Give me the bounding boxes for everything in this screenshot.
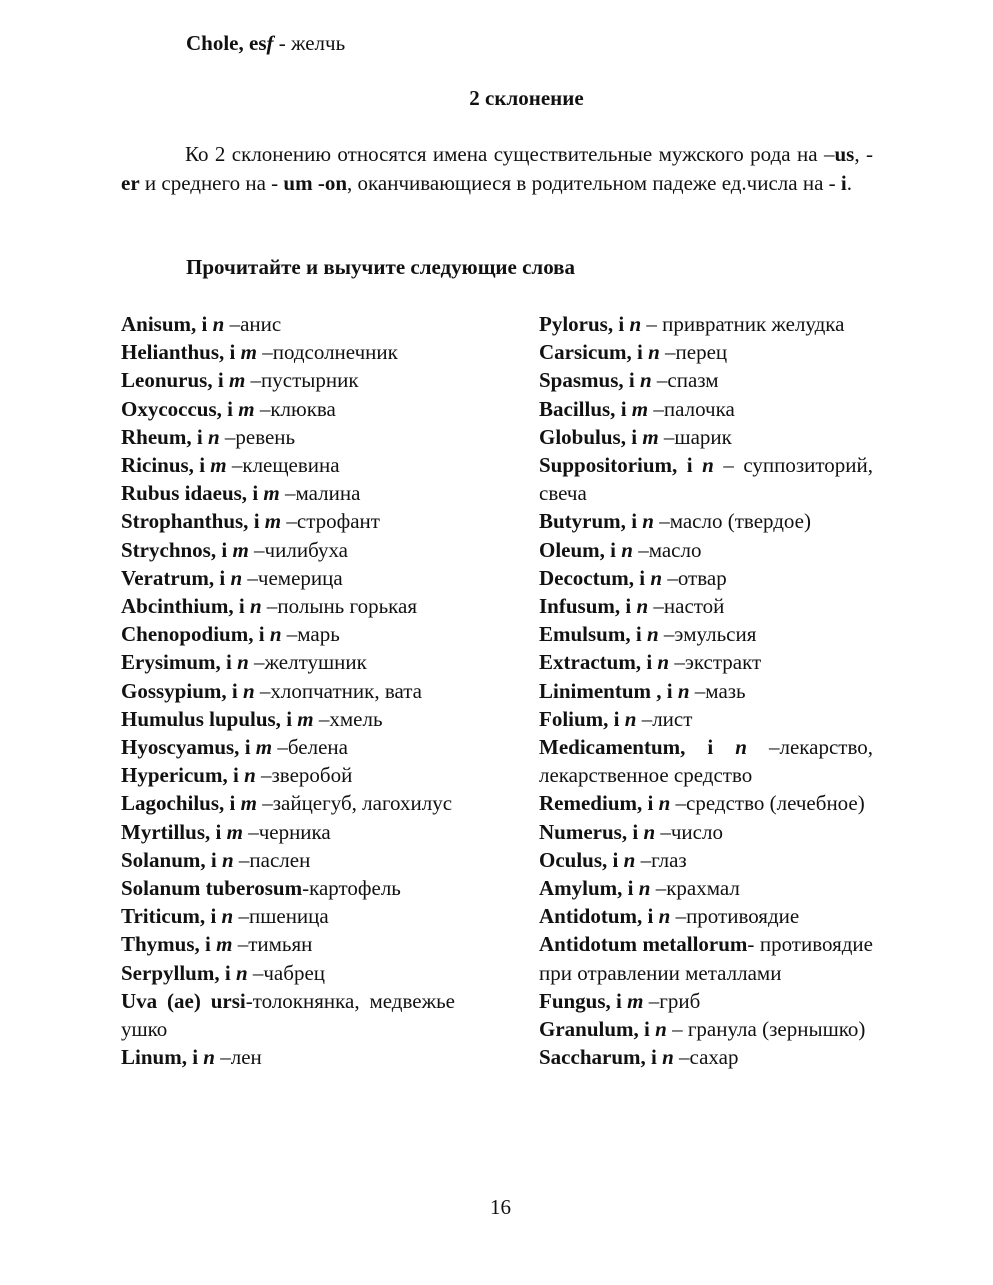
- vocab-entry: [539, 395, 873, 423]
- vocab-translation: –хмель: [318, 706, 383, 731]
- vocab-gender: n: [646, 622, 659, 647]
- vocab-term: Bacillus,: [539, 396, 616, 421]
- vocab-entry: [121, 366, 455, 394]
- vocab-term: Pylorus,: [539, 312, 614, 336]
- vocab-translation: –масло: [638, 537, 702, 562]
- vocab-genitive: i: [244, 735, 251, 760]
- vocab-genitive: i: [613, 706, 620, 731]
- vocab-term: Granulum,: [539, 1017, 639, 1042]
- intro-run: , -: [854, 142, 874, 166]
- vocab-genitive: i: [196, 424, 203, 449]
- vocab-entry: [121, 874, 455, 902]
- vocab-entry: [121, 620, 455, 648]
- vocab-translation: -картофель: [302, 876, 401, 901]
- vocab-term: Fungus,: [539, 988, 611, 1013]
- vocab-genitive: i: [231, 678, 238, 703]
- vocab-gender: m: [226, 819, 243, 844]
- vocab-gender: n: [244, 763, 256, 788]
- vocab-entry: [539, 677, 873, 705]
- vocab-term: Linum,: [121, 1045, 187, 1070]
- vocab-entry: [121, 423, 455, 451]
- vocab-entry: [539, 338, 873, 366]
- vocab-entry: [121, 648, 455, 676]
- vocab-gender: n: [269, 622, 282, 647]
- vocab-translation: -толокнянка, медвежье ушко: [121, 988, 455, 1042]
- vocab-entry: [121, 592, 455, 620]
- vocab-gender: n: [638, 876, 651, 901]
- vocab-genitive: i: [217, 368, 224, 393]
- vocab-genitive: i: [229, 340, 236, 365]
- vocab-entry: [539, 987, 873, 1015]
- top-entry: [186, 31, 345, 56]
- vocab-entry: [539, 789, 873, 817]
- vocab-genitive: i: [647, 904, 654, 929]
- vocab-gender: m: [240, 791, 257, 816]
- vocab-translation: –лекарство, лекарственное средство: [539, 735, 873, 788]
- vocab-gender: m: [297, 706, 314, 731]
- vocab-translation: –ревень: [224, 424, 296, 449]
- top-entry-gender: f: [266, 31, 274, 55]
- vocab-term: Veratrum,: [121, 565, 215, 590]
- vocab-entry: [121, 818, 455, 846]
- vocab-entry: [539, 423, 873, 451]
- vocab-entry: [539, 536, 873, 564]
- intro-paragraph: [121, 140, 873, 197]
- vocab-translation: –зайцегуб, лагохилус: [262, 791, 453, 816]
- instruction-heading: Прочитайте и выучите следующие слова: [186, 255, 576, 279]
- vocab-genitive: i: [616, 988, 622, 1013]
- vocab-translation: –чемерица: [247, 565, 343, 590]
- vocab-translation: –глаз: [640, 847, 687, 872]
- vocab-translation: –белена: [277, 735, 348, 760]
- vocab-translation: –полынь горькая: [266, 594, 418, 619]
- intro-run: er: [121, 170, 140, 195]
- vocab-term: Antidotum metallorum: [539, 932, 748, 957]
- vocab-genitive: i: [620, 396, 627, 421]
- vocab-entry: [539, 1043, 873, 1071]
- vocab-entry: [539, 874, 873, 902]
- vocab-genitive: i: [635, 622, 642, 647]
- vocab-translation: –отвар: [667, 565, 727, 590]
- vocab-term: Ricinus,: [121, 453, 194, 478]
- vocab-genitive: i: [627, 876, 634, 901]
- vocab-entry: [539, 902, 873, 930]
- vocab-term: Numerus,: [539, 819, 628, 844]
- vocab-genitive: i: [646, 650, 653, 675]
- vocab-term: Saccharum,: [539, 1045, 646, 1070]
- vocab-gender: n: [221, 847, 234, 872]
- vocab-genitive: i: [210, 847, 217, 872]
- vocab-entry: [539, 648, 873, 676]
- vocab-entry: [121, 930, 455, 958]
- intro-run: Ко 2 склонению относятся имена существительные мужского рода на –: [185, 142, 835, 166]
- vocab-translation: –чабрец: [252, 960, 326, 985]
- vocab-term: Infusum,: [539, 594, 621, 619]
- vocab-gender: m: [263, 481, 280, 506]
- vocab-term: Remedium,: [539, 791, 643, 816]
- vocab-entry: [121, 310, 455, 338]
- vocab-translation: - противоядие при отравлении металлами: [539, 932, 873, 985]
- vocab-term: Thymus,: [121, 932, 200, 957]
- vocab-gender: m: [264, 509, 282, 534]
- vocab-translation: –средство (лечебное): [675, 791, 865, 816]
- vocab-translation: –число: [660, 819, 723, 844]
- vocab-genitive: i: [215, 819, 222, 844]
- vocab-column-left: [121, 310, 455, 1071]
- vocab-term: Hypericum,: [121, 763, 228, 788]
- vocab-term: Spasmus,: [539, 368, 624, 393]
- vocab-term: Strophanthus,: [121, 509, 249, 534]
- vocab-translation: –мазь: [694, 678, 746, 703]
- vocab-term: Suppositorium,: [539, 453, 678, 478]
- vocab-translation: –марь: [286, 622, 340, 647]
- vocab-translation: –паслен: [238, 847, 311, 872]
- vocab-gender: m: [238, 396, 255, 421]
- vocab-entry: [121, 1043, 455, 1071]
- vocab-term: Globulus,: [539, 424, 626, 449]
- vocab-translation: –сахар: [679, 1045, 739, 1070]
- vocab-genitive: i: [628, 368, 635, 393]
- vocab-entry: [121, 987, 455, 1043]
- vocab-translation: –пустырник: [250, 368, 359, 393]
- vocab-translation: –масло (твердое): [659, 509, 811, 534]
- vocab-translation: –зверобой: [261, 763, 353, 788]
- vocab-gender: n: [657, 650, 670, 675]
- vocab-genitive: i: [253, 509, 260, 534]
- vocab-genitive: i: [631, 424, 638, 449]
- vocab-genitive: i: [205, 932, 211, 957]
- vocab-gender: n: [623, 847, 636, 872]
- vocab-translation: –малина: [285, 481, 361, 506]
- vocab-translation: –шарик: [663, 424, 732, 449]
- vocab-genitive: i: [229, 791, 236, 816]
- vocab-gender: n: [662, 1045, 674, 1070]
- vocab-gender: n: [658, 904, 671, 929]
- vocab-entry: [539, 451, 873, 507]
- vocab-translation: –спазм: [656, 368, 719, 393]
- vocab-term: Carsicum,: [539, 340, 632, 365]
- intro-run: .: [846, 170, 852, 195]
- vocab-translation: –клюква: [259, 396, 336, 421]
- vocab-translation: –экстракт: [674, 650, 762, 675]
- vocab-translation: – привратник желудка: [646, 312, 845, 336]
- vocab-genitive: i: [286, 706, 293, 731]
- vocab-genitive: i: [238, 594, 245, 619]
- vocab-gender: n: [677, 678, 690, 703]
- intro-run: -on: [317, 170, 348, 195]
- vocab-genitive: i: [219, 565, 226, 590]
- vocab-term: Emulsum,: [539, 622, 631, 647]
- vocab-term: Folium,: [539, 706, 609, 731]
- vocab-entry: [539, 564, 873, 592]
- vocab-term: Amylum,: [539, 876, 623, 901]
- vocab-entry: [121, 507, 455, 535]
- vocab-entry: [121, 677, 455, 705]
- vocab-gender: n: [621, 537, 633, 562]
- top-entry-term: Chole, es: [186, 31, 267, 55]
- vocab-translation: –настой: [653, 594, 725, 619]
- vocab-term: Decoctum,: [539, 565, 635, 590]
- vocab-term: Hyoscyamus,: [121, 735, 240, 760]
- vocab-term: Medicamentum,: [539, 735, 686, 760]
- vocab-translation: –анис: [229, 312, 282, 336]
- vocab-genitive: i: [610, 537, 617, 562]
- vocab-term: Leonurus,: [121, 368, 213, 393]
- vocab-genitive: i: [224, 960, 231, 985]
- vocab-term: Abcinthium,: [121, 594, 234, 619]
- vocab-gender: n: [624, 706, 637, 731]
- vocab-genitive: i: [644, 1017, 650, 1042]
- vocab-gender: n: [650, 565, 663, 590]
- vocab-genitive: i: [651, 1045, 657, 1070]
- vocab-genitive: i: [232, 763, 239, 788]
- vocab-gender: n: [237, 650, 249, 675]
- vocab-gender: n: [639, 368, 652, 393]
- vocab-gender: n: [249, 594, 262, 619]
- vocab-translation: –лист: [641, 706, 693, 731]
- vocab-entry: [539, 846, 873, 874]
- vocab-entry: [121, 761, 455, 789]
- vocab-gender: n: [221, 904, 234, 929]
- vocab-entry: [121, 846, 455, 874]
- vocab-genitive: i: [210, 904, 217, 929]
- vocab-entry: [539, 1015, 873, 1043]
- vocab-gender: n: [207, 424, 220, 449]
- vocab-gender: n: [203, 1045, 215, 1070]
- intro-run: и среднего на -: [139, 170, 284, 195]
- vocab-column-right: [539, 310, 873, 1071]
- intro-run: um: [283, 170, 313, 195]
- vocab-term: Oxycoccus,: [121, 396, 222, 421]
- vocab-gender: n: [735, 735, 747, 760]
- vocab-gender: n: [242, 678, 255, 703]
- vocab-translation: –чилибуха: [254, 537, 348, 562]
- vocab-gender: n: [648, 340, 660, 365]
- vocab-translation: –строфант: [286, 509, 380, 534]
- vocab-genitive: i: [707, 735, 714, 760]
- vocab-genitive: i: [632, 819, 639, 844]
- vocab-genitive: i: [226, 650, 232, 675]
- vocab-gender: n: [658, 791, 671, 816]
- vocab-gender: n: [702, 453, 714, 478]
- vocab-term: Uva (ae) ursi: [121, 988, 246, 1013]
- vocab-gender: n: [643, 819, 656, 844]
- vocab-gender: n: [235, 960, 248, 985]
- vocab-term: Strychnos,: [121, 537, 217, 562]
- intro-run: us: [834, 142, 855, 166]
- intro-run: i: [840, 170, 847, 195]
- vocab-translation: –крахмал: [655, 876, 740, 901]
- vocab-genitive: i: [612, 847, 619, 872]
- vocab-translation: –пшеница: [238, 904, 329, 929]
- vocab-term: Linimentum ,: [539, 678, 662, 703]
- vocab-genitive: i: [625, 594, 632, 619]
- vocab-entry: [121, 564, 455, 592]
- vocab-entry: [539, 592, 873, 620]
- vocab-term: Myrtillus,: [121, 819, 211, 844]
- vocab-genitive: i: [252, 481, 259, 506]
- vocab-entry: [539, 620, 873, 648]
- vocab-gender: m: [240, 340, 257, 365]
- vocab-gender: m: [232, 537, 249, 562]
- vocab-genitive: i: [192, 1045, 199, 1070]
- vocab-entry: [539, 705, 873, 733]
- vocab-entry: [121, 733, 455, 761]
- vocab-translation: – гранула (зернышко): [672, 1017, 866, 1042]
- vocab-translation: –эмульсия: [663, 622, 757, 647]
- vocab-term: Rubus idaeus,: [121, 481, 248, 506]
- vocab-translation: –желтушник: [254, 650, 367, 675]
- vocab-translation: – суппозиторий, свеча: [539, 453, 874, 506]
- intro-run: , оканчивающиеся в родительном падеже ед.числа на -: [347, 170, 841, 195]
- vocab-gender: m: [627, 988, 644, 1013]
- vocab-term: Lagochilus,: [121, 791, 225, 816]
- vocab-genitive: i: [221, 537, 228, 562]
- vocab-gender: n: [629, 312, 642, 336]
- vocab-term: Anisum,: [121, 312, 197, 336]
- vocab-entry: [539, 310, 873, 338]
- vocab-term: Erysimum,: [121, 650, 221, 675]
- vocab-translation: –противоядие: [675, 904, 800, 929]
- top-entry-translation: - желчь: [278, 31, 346, 55]
- vocab-gender: m: [210, 453, 227, 478]
- vocab-term: Solanum tuberosum: [121, 876, 303, 901]
- vocab-entry: [121, 338, 455, 366]
- vocab-genitive: i: [639, 565, 646, 590]
- vocab-term: Serpyllum,: [121, 960, 220, 985]
- vocab-entry: [121, 395, 455, 423]
- vocab-entry: [121, 902, 455, 930]
- vocab-term: Gossypium,: [121, 678, 227, 703]
- vocab-genitive: i: [647, 791, 654, 816]
- vocab-translation: –перец: [665, 340, 728, 365]
- vocab-entry: [539, 507, 873, 535]
- vocab-gender: m: [631, 396, 649, 421]
- vocab-entry: [121, 959, 455, 987]
- vocab-term: Rheum,: [121, 424, 192, 449]
- vocab-translation: –лен: [220, 1045, 262, 1070]
- vocab-translation: –черника: [248, 819, 331, 844]
- vocab-translation: –тимьян: [237, 932, 313, 957]
- vocab-genitive: i: [666, 678, 673, 703]
- vocab-gender: m: [228, 368, 246, 393]
- vocab-genitive: i: [201, 312, 208, 336]
- vocab-gender: n: [230, 565, 243, 590]
- vocab-entry: [539, 733, 873, 789]
- vocab-term: Oleum,: [539, 537, 605, 562]
- vocab-term: Helianthus,: [121, 340, 225, 365]
- vocab-gender: m: [255, 735, 273, 760]
- vocab-gender: m: [642, 424, 659, 449]
- vocab-genitive: i: [199, 453, 206, 478]
- page-number: 16: [490, 1195, 511, 1219]
- vocab-genitive: i: [618, 312, 625, 336]
- vocab-genitive: i: [227, 396, 233, 421]
- vocab-entry: [121, 479, 455, 507]
- vocab-term: Butyrum,: [539, 509, 626, 534]
- vocab-term: Antidotum,: [539, 904, 643, 929]
- vocab-entry: [121, 451, 455, 479]
- vocab-translation: –хлопчатник, вата: [259, 678, 422, 703]
- vocab-entry: [121, 789, 455, 817]
- vocab-genitive: i: [258, 622, 265, 647]
- vocab-entry: [121, 705, 455, 733]
- vocab-gender: m: [216, 932, 233, 957]
- vocab-genitive: i: [637, 340, 643, 365]
- vocab-gender: n: [655, 1017, 667, 1042]
- vocab-term: Chenopodium,: [121, 622, 254, 647]
- vocab-entry: [539, 818, 873, 846]
- vocab-term: Triticum,: [121, 904, 206, 929]
- vocab-term: Humulus lupulus,: [121, 706, 281, 731]
- vocab-genitive: i: [631, 509, 638, 534]
- vocab-translation: –гриб: [648, 988, 701, 1013]
- vocab-translation: –подсолнечник: [262, 340, 398, 365]
- vocab-gender: n: [636, 594, 649, 619]
- vocab-translation: –палочка: [653, 396, 735, 421]
- vocab-gender: n: [642, 509, 654, 534]
- vocab-term: Extractum,: [539, 650, 642, 675]
- vocab-term: Solanum,: [121, 847, 206, 872]
- vocab-entry: [539, 930, 873, 986]
- vocab-gender: n: [212, 312, 225, 336]
- vocab-entry: [539, 366, 873, 394]
- vocab-term: Oculus,: [539, 847, 608, 872]
- intro-text: [121, 140, 873, 197]
- vocab-translation: –клещевина: [231, 453, 340, 478]
- vocab-entry: [121, 536, 455, 564]
- vocab-genitive: i: [686, 453, 693, 478]
- section-heading: 2 склонение: [469, 86, 584, 110]
